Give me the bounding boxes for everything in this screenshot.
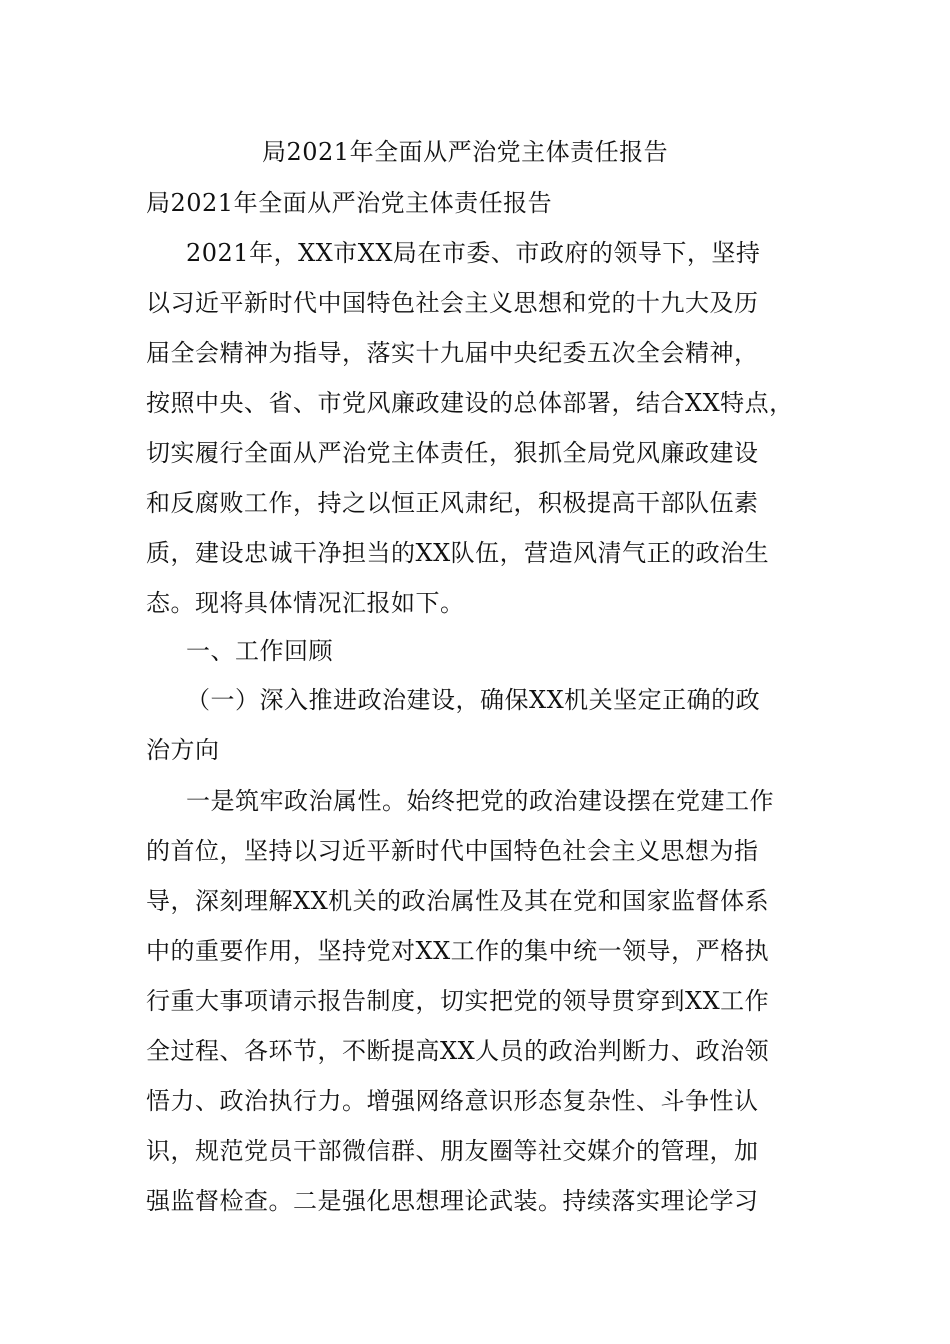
document-title: 局2021年全面从严治党主体责任报告	[262, 138, 669, 166]
paragraph-line: 强监督检查。二是强化思想理论武装。持续落实理论学习	[146, 1187, 759, 1215]
paragraph-line: 按照中央、省、市党风廉政建设的总体部署，结合XX特点，	[146, 389, 794, 417]
paragraph-line: 一是筑牢政治属性。始终把党的政治建设摆在党建工作	[186, 787, 774, 815]
paragraph-line: 和反腐败工作，持之以恒正风肃纪，积极提高干部队伍素	[146, 489, 759, 517]
document-subtitle: 局2021年全面从严治党主体责任报告	[146, 189, 553, 217]
paragraph-line: 以习近平新时代中国特色社会主义思想和党的十九大及历	[146, 289, 759, 317]
paragraph-line: 全过程、各环节，不断提高XX人员的政治判断力、政治领	[146, 1037, 770, 1065]
paragraph-line: 切实履行全面从严治党主体责任，狠抓全局党风廉政建设	[146, 439, 759, 467]
paragraph-line: 行重大事项请示报告制度，切实把党的领导贯穿到XX工作	[146, 987, 770, 1015]
paragraph-line: 态。现将具体情况汇报如下。	[146, 589, 465, 617]
paragraph-line: 中的重要作用，坚持党对XX工作的集中统一领导，严格执	[146, 937, 770, 965]
subsection-heading: （一）深入推进政治建设，确保XX机关坚定正确的政	[186, 686, 761, 714]
paragraph-line: 悟力、政治执行力。增强网络意识形态复杂性、斗争性认	[146, 1087, 759, 1115]
paragraph-line: 的首位，坚持以习近平新时代中国特色社会主义思想为指	[146, 837, 759, 865]
paragraph-line: 质，建设忠诚干净担当的XX队伍，营造风清气正的政治生	[146, 539, 770, 567]
paragraph-line: 识，规范党员干部微信群、朋友圈等社交媒介的管理，加	[146, 1137, 759, 1165]
paragraph-line: 导，深刻理解XX机关的政治属性及其在党和国家监督体系	[146, 887, 770, 915]
subsection-heading-continued: 治方向	[146, 736, 220, 764]
paragraph-line: 届全会精神为指导，落实十九届中央纪委五次全会精神，	[146, 339, 759, 367]
paragraph-line: 2021年，XX市XX局在市委、市政府的领导下，坚持	[186, 239, 761, 267]
section-heading: 一、工作回顾	[186, 637, 333, 665]
